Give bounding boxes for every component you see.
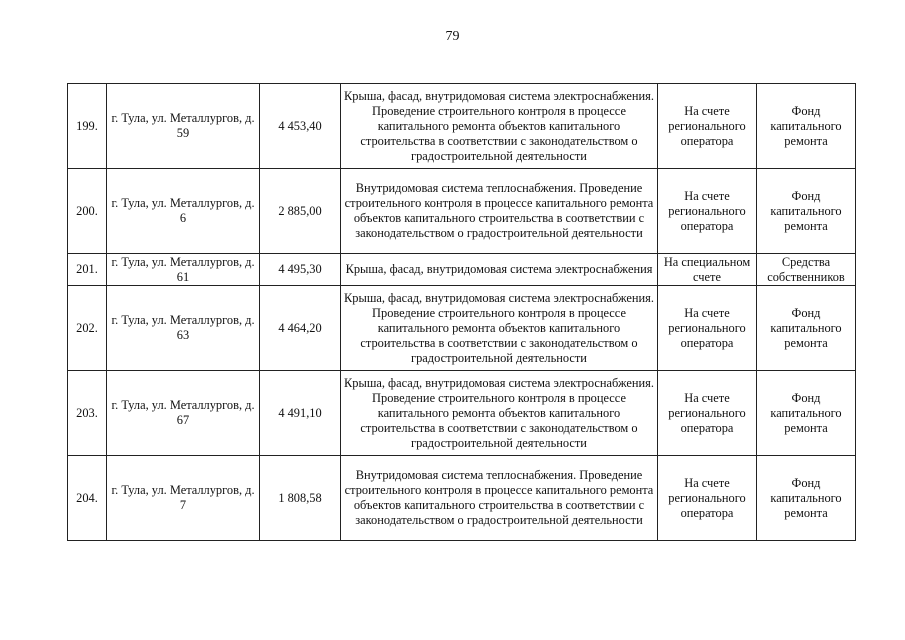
account-type-cell: На счете регионального оператора <box>658 84 757 169</box>
table-row <box>68 254 856 286</box>
work-description-cell: Крыша, фасад, внутридомовая система электроснабжения. Проведение строительного контроля в процессе капитального ремонта объектов капитального строительства в соответствии с законодательством о градостроительной деятельности <box>341 371 658 456</box>
cost-cell: 1 808,58 <box>260 456 341 541</box>
work-description-cell: Крыша, фасад, внутридомовая система электроснабжения. Проведение строительного контроля в процессе капитального ремонта объектов капитального строительства в соответствии с законодательством о градостроительной деятельности <box>341 84 658 169</box>
cost-cell: 4 491,10 <box>260 371 341 456</box>
funding-source-cell: Фонд капитального ремонта <box>757 169 856 254</box>
work-description-cell: Внутридомовая система теплоснабжения. Проведение строительного контроля в процессе капитального ремонта объектов капитального строительства в соответствии с законодательством о градостроительной деятельности <box>341 169 658 254</box>
funding-source-cell: Фонд капитального ремонта <box>757 371 856 456</box>
account-type-cell: На счете регионального оператора <box>658 286 757 371</box>
cost-cell: 4 464,20 <box>260 286 341 371</box>
row-number: 200. <box>68 169 107 254</box>
work-description-cell: Крыша, фасад, внутридомовая система электроснабжения <box>341 254 658 286</box>
address-cell: г. Тула, ул. Металлургов, д. 59 <box>107 84 260 169</box>
address-cell: г. Тула, ул. Металлургов, д. 7 <box>107 456 260 541</box>
row-number: 201. <box>68 254 107 286</box>
work-description-cell: Крыша, фасад, внутридомовая система электроснабжения. Проведение строительного контроля в процессе капитального ремонта объектов капитального строительства в соответствии с законодательством о градостроительной деятельности <box>341 286 658 371</box>
cost-cell: 2 885,00 <box>260 169 341 254</box>
table-row <box>68 371 856 456</box>
address-cell: г. Тула, ул. Металлургов, д. 6 <box>107 169 260 254</box>
funding-source-cell: Средства собственников <box>757 254 856 286</box>
address-cell: г. Тула, ул. Металлургов, д. 61 <box>107 254 260 286</box>
cost-cell: 4 495,30 <box>260 254 341 286</box>
funding-source-cell: Фонд капитального ремонта <box>757 84 856 169</box>
repair-works-table <box>67 83 856 541</box>
page-number: 79 <box>445 29 460 44</box>
row-number: 203. <box>68 371 107 456</box>
table-row <box>68 84 856 169</box>
table-row <box>68 456 856 541</box>
funding-source-cell: Фонд капитального ремонта <box>757 456 856 541</box>
cost-cell: 4 453,40 <box>260 84 341 169</box>
funding-source-cell: Фонд капитального ремонта <box>757 286 856 371</box>
account-type-cell: На счете регионального оператора <box>658 371 757 456</box>
row-number: 199. <box>68 84 107 169</box>
address-cell: г. Тула, ул. Металлургов, д. 67 <box>107 371 260 456</box>
work-description-cell: Внутридомовая система теплоснабжения. Проведение строительного контроля в процессе капитального ремонта объектов капитального строительства в соответствии с законодательством о градостроительной деятельности <box>341 456 658 541</box>
row-number: 202. <box>68 286 107 371</box>
table-row <box>68 169 856 254</box>
table-row <box>68 286 856 371</box>
account-type-cell: На счете регионального оператора <box>658 456 757 541</box>
account-type-cell: На счете регионального оператора <box>658 169 757 254</box>
row-number: 204. <box>68 456 107 541</box>
account-type-cell: На специальном счете <box>658 254 757 286</box>
address-cell: г. Тула, ул. Металлургов, д. 63 <box>107 286 260 371</box>
